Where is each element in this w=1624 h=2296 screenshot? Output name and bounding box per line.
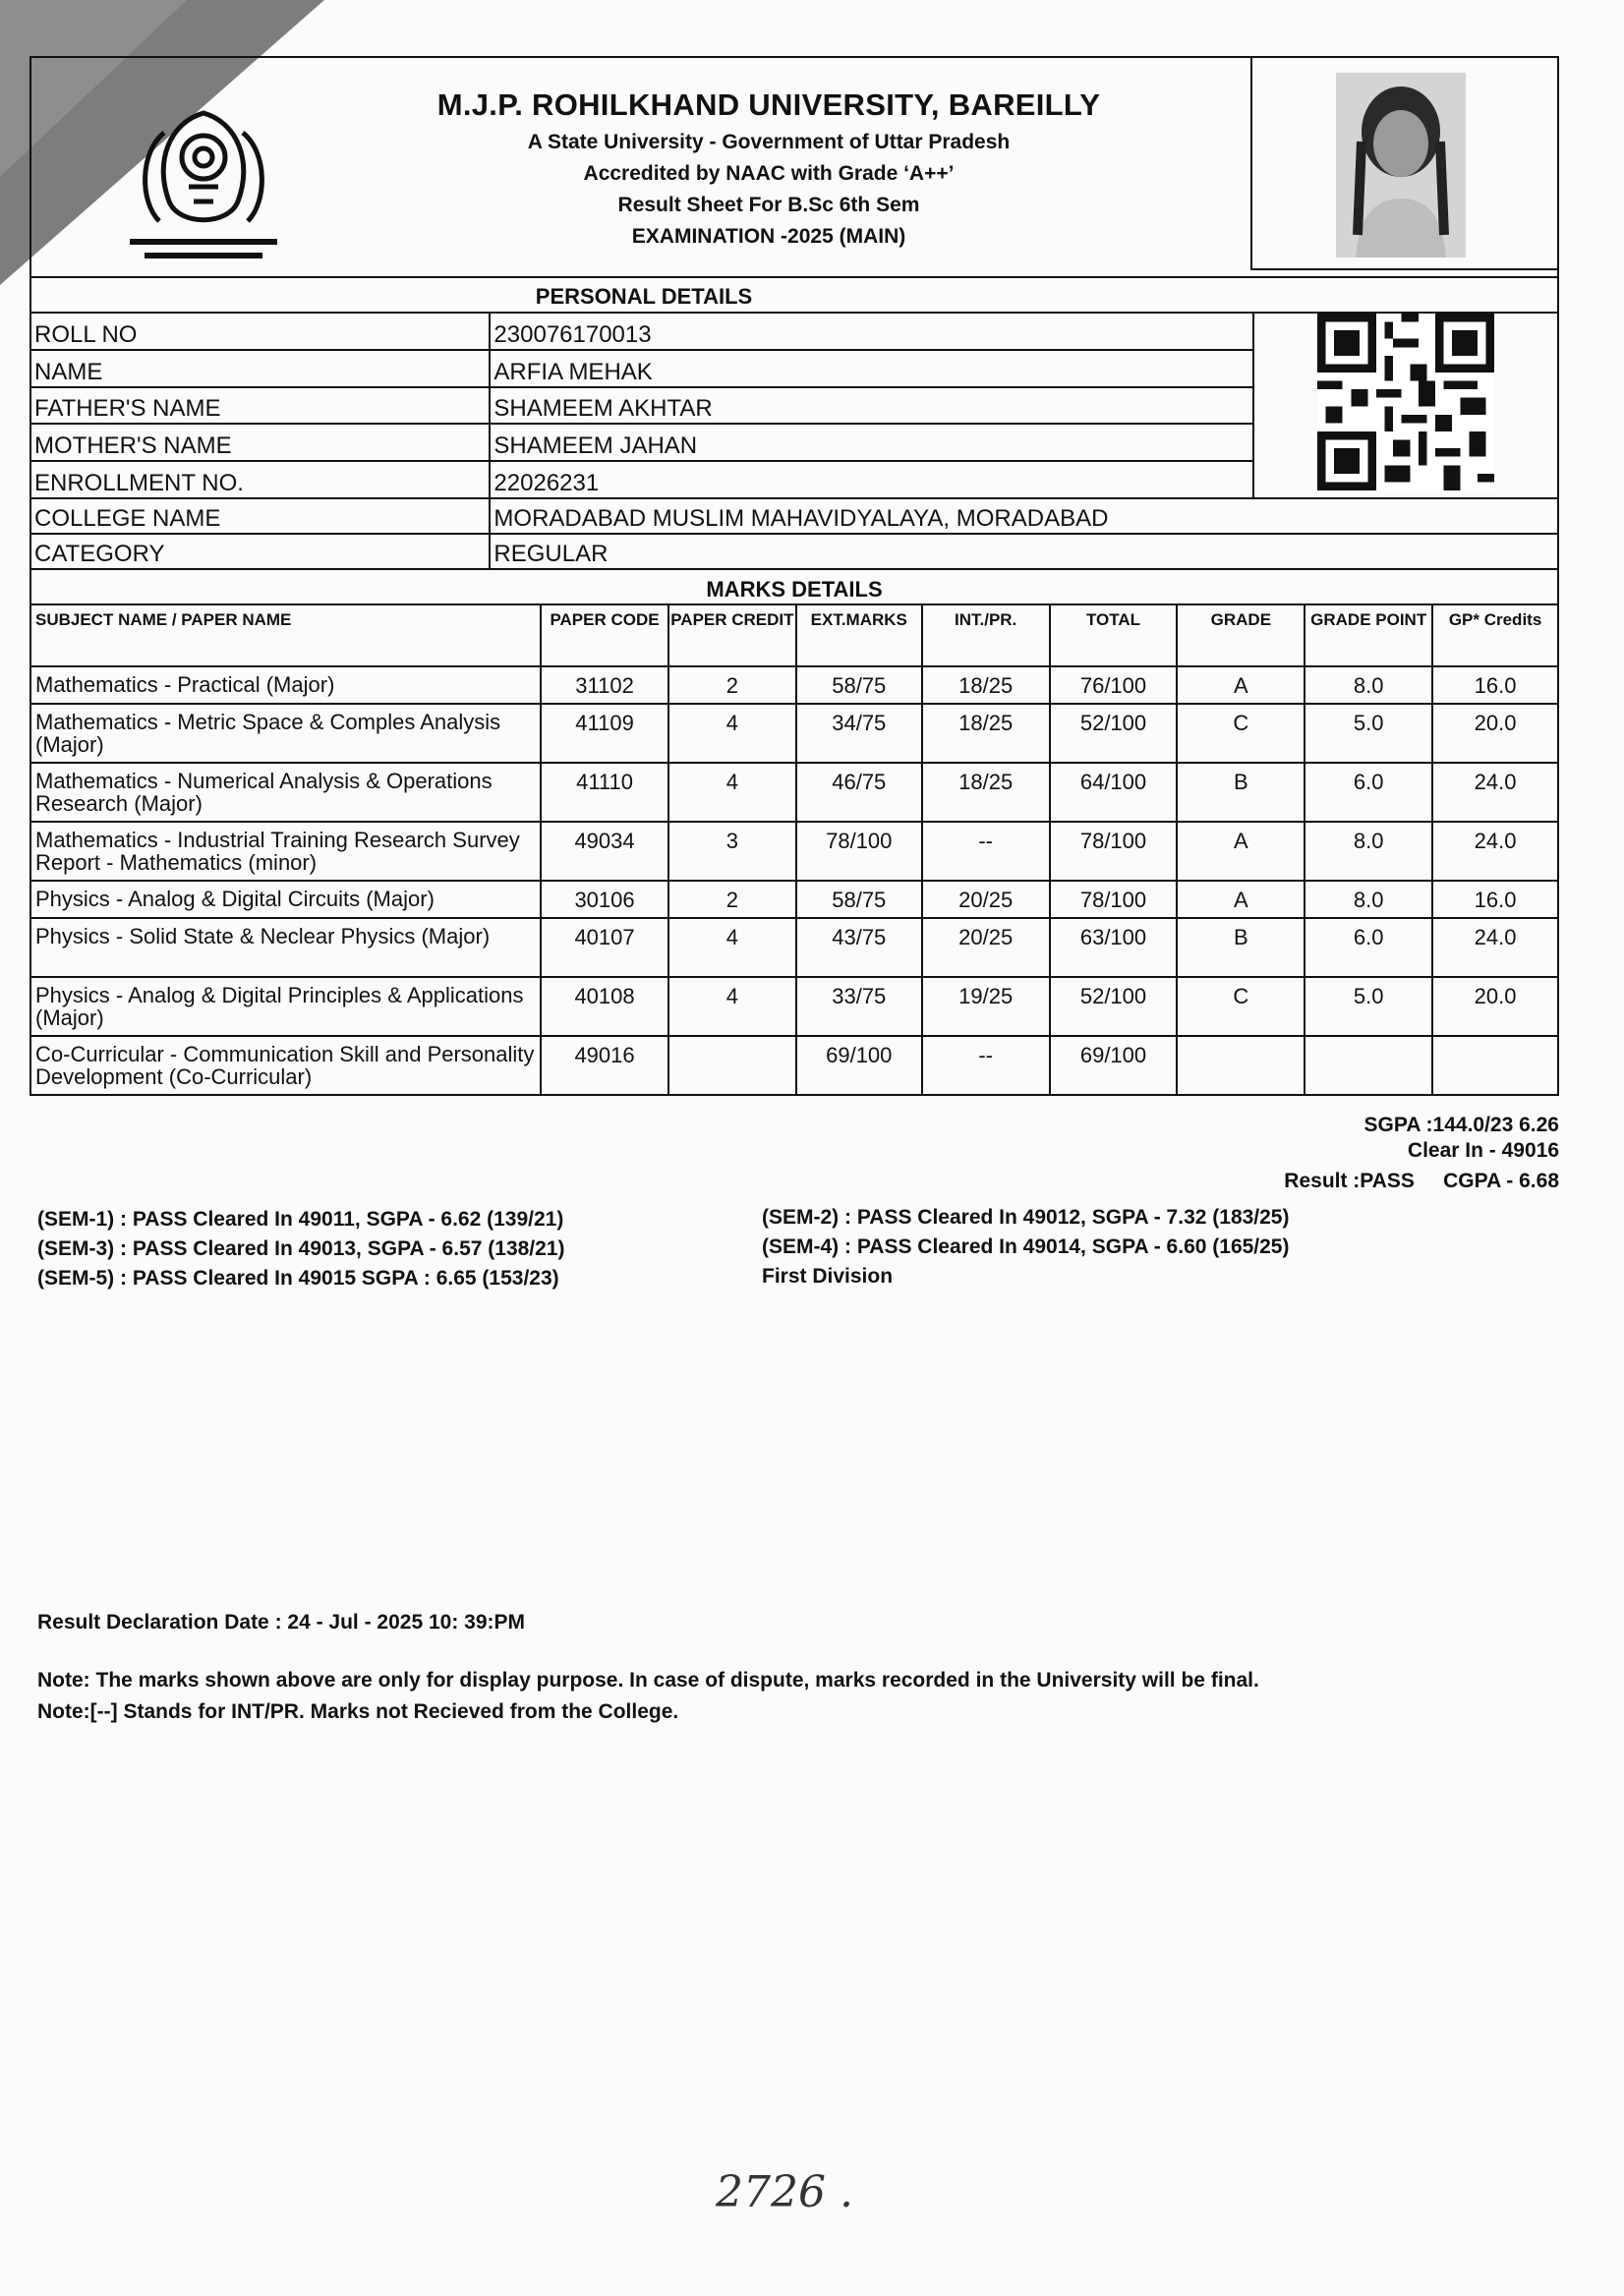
sem-3-result: (SEM-3) : PASS Cleared In 49013, SGPA - 6.57 (138/21): [37, 1237, 565, 1260]
ext-marks: 34/75: [796, 704, 922, 763]
paper-code: 49034: [541, 822, 668, 881]
university-title-block: [307, 87, 1231, 249]
paper-credit: 2: [668, 666, 796, 704]
semester-results-left: [37, 1205, 564, 1293]
col-ext-marks: EXT.MARKS: [796, 604, 922, 666]
personal-label: ENROLLMENT NO.: [30, 461, 490, 498]
personal-label: COLLEGE NAME: [30, 498, 490, 534]
int-marks: --: [922, 822, 1050, 881]
sheet-title: Result Sheet For B.Sc 6th Sem: [617, 194, 920, 216]
university-logo-icon: [100, 93, 307, 270]
gp-credits: 20.0: [1432, 704, 1558, 763]
grade: C: [1177, 977, 1305, 1036]
ext-marks: 46/75: [796, 763, 922, 822]
gp-credits: [1432, 1036, 1558, 1095]
result-status: Result :PASS: [1284, 1170, 1415, 1192]
paper-code: 40108: [541, 977, 668, 1036]
gp-credits: 24.0: [1432, 763, 1558, 822]
photo-box: [1250, 58, 1557, 270]
personal-value: MORADABAD MUSLIM MAHAVIDYALAYA, MORADABAD: [490, 498, 1558, 534]
ext-marks: 58/75: [796, 881, 922, 918]
paper-code: 31102: [541, 666, 668, 704]
grade-point: 6.0: [1305, 918, 1432, 977]
subject-name: Mathematics - Practical (Major): [30, 666, 541, 704]
university-status: A State University - Government of Uttar Pradesh: [527, 131, 1011, 153]
int-marks: 20/25: [922, 918, 1050, 977]
notes: [37, 1665, 1259, 1728]
subject-name: Mathematics - Numerical Analysis & Operations Research (Major): [30, 763, 541, 822]
gp-credits: 24.0: [1432, 822, 1558, 881]
sem-1-result: (SEM-1) : PASS Cleared In 49011, SGPA - 6.62 (139/21): [37, 1208, 564, 1231]
paper-credit: 3: [668, 822, 796, 881]
subject-name: Co-Curricular - Communication Skill and Personality Development (Co-Curricular): [30, 1036, 541, 1095]
examination-name: EXAMINATION -2025 (MAIN): [631, 225, 906, 248]
total-marks: 78/100: [1050, 881, 1178, 918]
paper-credit: 4: [668, 704, 796, 763]
col-paper-code: PAPER CODE: [541, 604, 668, 666]
personal-row: [30, 534, 1558, 569]
personal-label: CATEGORY: [30, 534, 490, 569]
sem-4-result: (SEM-4) : PASS Cleared In 49014, SGPA - 6.60 (165/25): [762, 1235, 1290, 1258]
grade: A: [1177, 666, 1305, 704]
result-sheet: [29, 56, 1559, 1096]
grade: A: [1177, 822, 1305, 881]
grade: A: [1177, 881, 1305, 918]
ext-marks: 78/100: [796, 822, 922, 881]
personal-value: 230076170013: [490, 313, 1253, 350]
personal-value: SHAMEEM JAHAN: [490, 424, 1253, 461]
accreditation: Accredited by NAAC with Grade ‘A++’: [583, 162, 955, 185]
ext-marks: 58/75: [796, 666, 922, 704]
qr-code-icon: [1317, 314, 1494, 490]
sgpa-summary: [1364, 1113, 1559, 1164]
total-marks: 76/100: [1050, 666, 1178, 704]
table-row: [30, 918, 1558, 977]
gp-credits: 16.0: [1432, 666, 1558, 704]
grade-point: 8.0: [1305, 666, 1432, 704]
grade: B: [1177, 763, 1305, 822]
ext-marks: 69/100: [796, 1036, 922, 1095]
personal-value: 22026231: [490, 461, 1253, 498]
grade-point: 5.0: [1305, 977, 1432, 1036]
table-row: [30, 763, 1558, 822]
grade: [1177, 1036, 1305, 1095]
grade: C: [1177, 704, 1305, 763]
handwritten-number: 2726 .: [716, 2167, 853, 2217]
grade-point: 5.0: [1305, 704, 1432, 763]
grade: B: [1177, 918, 1305, 977]
paper-code: 41110: [541, 763, 668, 822]
subject-name: Mathematics - Metric Space & Comples Analysis (Major): [30, 704, 541, 763]
clear-in: Clear In - 49016: [1407, 1139, 1559, 1162]
paper-code: 49016: [541, 1036, 668, 1095]
total-marks: 52/100: [1050, 704, 1178, 763]
int-marks: 18/25: [922, 704, 1050, 763]
table-row: [30, 977, 1558, 1036]
marks-details-title: MARKS DETAILS: [29, 570, 1559, 603]
ext-marks: 43/75: [796, 918, 922, 977]
gp-credits: 20.0: [1432, 977, 1558, 1036]
personal-label: ROLL NO: [30, 313, 490, 350]
gp-credits: 16.0: [1432, 881, 1558, 918]
grade-point: [1305, 1036, 1432, 1095]
sheet-header: [29, 56, 1559, 276]
col-gp-credits: GP* Credits: [1432, 604, 1558, 666]
paper-code: 30106: [541, 881, 668, 918]
paper-code: 41109: [541, 704, 668, 763]
table-row: [30, 881, 1558, 918]
personal-details-title: PERSONAL DETAILS: [535, 284, 753, 309]
subject-name: Physics - Solid State & Neclear Physics (Major): [30, 918, 541, 977]
qr-code-cell: [1253, 313, 1558, 498]
int-marks: 18/25: [922, 666, 1050, 704]
result-declaration-date: Result Declaration Date : 24 - Jul - 2025 10: 39:PM: [37, 1611, 526, 1634]
col-paper-credit: PAPER CREDIT: [668, 604, 796, 666]
personal-value: SHAMEEM AKHTAR: [490, 387, 1253, 425]
personal-row: [30, 313, 1558, 350]
note-int-pr: Note:[--] Stands for INT/PR. Marks not Recieved from the College.: [37, 1700, 679, 1723]
personal-label: MOTHER'S NAME: [30, 424, 490, 461]
int-marks: 19/25: [922, 977, 1050, 1036]
col-subject: SUBJECT NAME / PAPER NAME: [30, 604, 541, 666]
total-marks: 78/100: [1050, 822, 1178, 881]
col-grade: GRADE: [1177, 604, 1305, 666]
table-row: [30, 666, 1558, 704]
marks-table: [29, 603, 1559, 1096]
result-line: [1284, 1170, 1559, 1193]
col-int-pr: INT./PR.: [922, 604, 1050, 666]
paper-credit: [668, 1036, 796, 1095]
gp-credits: 24.0: [1432, 918, 1558, 977]
table-row: [30, 822, 1558, 881]
personal-value: REGULAR: [490, 534, 1558, 569]
total-marks: 52/100: [1050, 977, 1178, 1036]
note-display-purpose: Note: The marks shown above are only for display purpose. In case of dispute, marks recorded in the University will be final.: [37, 1669, 1259, 1692]
sem-2-result: (SEM-2) : PASS Cleared In 49012, SGPA - 7.32 (183/25): [762, 1206, 1290, 1229]
table-row: [30, 704, 1558, 763]
table-row: [30, 1036, 1558, 1095]
personal-value: ARFIA MEHAK: [490, 350, 1253, 387]
sem-5-result: (SEM-5) : PASS Cleared In 49015 SGPA : 6.65 (153/23): [37, 1267, 559, 1290]
total-marks: 69/100: [1050, 1036, 1178, 1095]
personal-label: FATHER'S NAME: [30, 387, 490, 425]
division: First Division: [762, 1265, 894, 1288]
personal-details-header: [29, 276, 1559, 312]
grade-point: 8.0: [1305, 881, 1432, 918]
semester-results-right: [762, 1203, 1289, 1292]
paper-credit: 4: [668, 763, 796, 822]
int-marks: --: [922, 1036, 1050, 1095]
cgpa-value: CGPA - 6.68: [1443, 1170, 1559, 1192]
paper-code: 40107: [541, 918, 668, 977]
subject-name: Physics - Analog & Digital Principles & Applications (Major): [30, 977, 541, 1036]
total-marks: 64/100: [1050, 763, 1178, 822]
paper-credit: 4: [668, 977, 796, 1036]
personal-row: [30, 498, 1558, 534]
int-marks: 18/25: [922, 763, 1050, 822]
student-photo: [1336, 73, 1466, 258]
col-grade-point: GRADE POINT: [1305, 604, 1432, 666]
personal-label: NAME: [30, 350, 490, 387]
ext-marks: 33/75: [796, 977, 922, 1036]
marks-header-row: [30, 604, 1558, 666]
personal-details-table: [29, 312, 1559, 570]
int-marks: 20/25: [922, 881, 1050, 918]
subject-name: Mathematics - Industrial Training Research Survey Report - Mathematics (minor): [30, 822, 541, 881]
university-name: M.J.P. ROHILKHAND UNIVERSITY, BAREILLY: [436, 87, 1101, 122]
paper-credit: 4: [668, 918, 796, 977]
total-marks: 63/100: [1050, 918, 1178, 977]
col-total: TOTAL: [1050, 604, 1178, 666]
grade-point: 6.0: [1305, 763, 1432, 822]
paper-credit: 2: [668, 881, 796, 918]
grade-point: 8.0: [1305, 822, 1432, 881]
subject-name: Physics - Analog & Digital Circuits (Major): [30, 881, 541, 918]
sgpa-value: SGPA :144.0/23 6.26: [1363, 1114, 1559, 1136]
